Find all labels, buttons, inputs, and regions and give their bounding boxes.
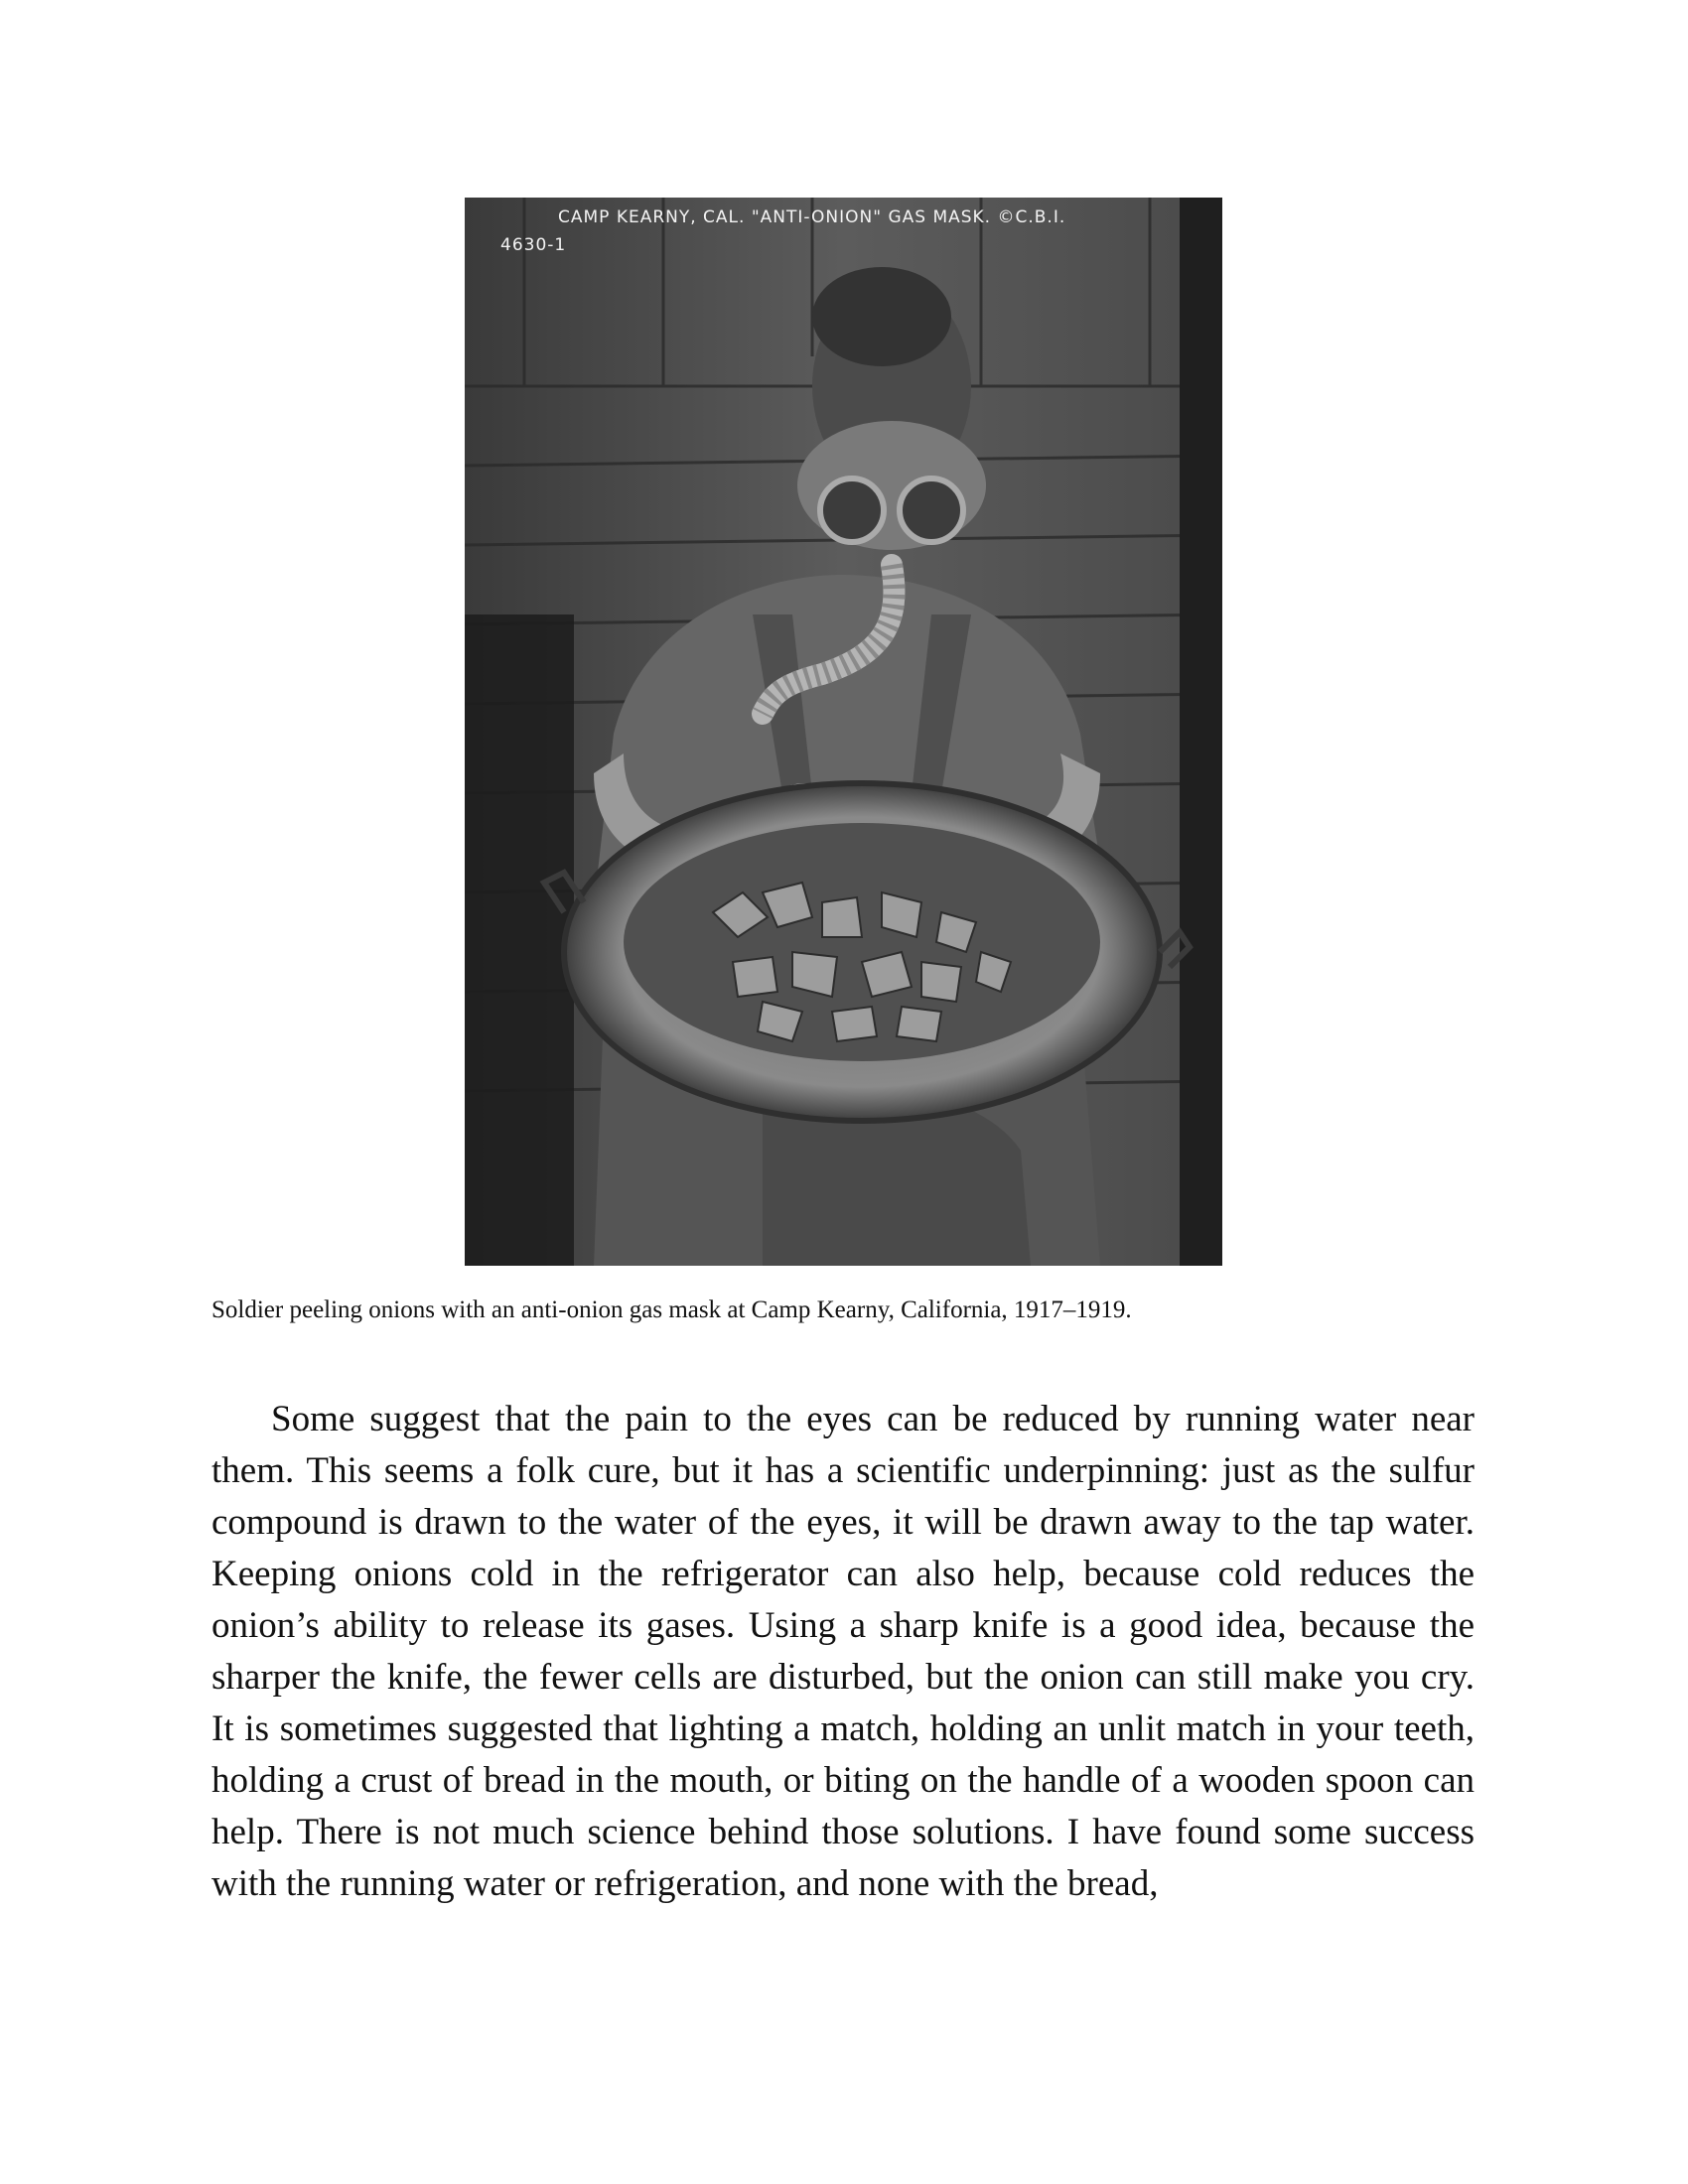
inscription-line-2: 4630-1 xyxy=(500,235,567,255)
historical-photograph xyxy=(465,198,1222,1266)
inscription-line-1: CAMP KEARNY, CAL. "ANTI-ONION" GAS MASK. ©C.B.I. xyxy=(558,207,1066,227)
photo-caption: Soldier peeling onions with an anti-onion gas mask at Camp Kearny, California, 1917–1919. xyxy=(211,1297,1132,1323)
photo-illustration xyxy=(465,198,1222,1266)
photo-inscription xyxy=(465,198,1222,287)
body-paragraph: Some suggest that the pain to the eyes can be reduced by running water near them. This seems a folk cure, but it has a scientific underpinning: just as the sulfur compound is drawn to the water of the eyes, it will be drawn away to the tap water. Keeping onions cold in the refrigerator can also help, because cold reduces the onion’s ability to release its gases. Using a sharp knife is a good idea, because the sharper the knife, the fewer cells are disturbed, but the onion can still make you cry. It is sometimes suggested that lighting a match, holding an unlit match in your teeth, holding a crust of bread in the mouth, or biting on the handle of a wooden spoon can help. There is not much science behind those solutions. I have found some success with the running water or refrigeration, and none with the bread, xyxy=(211,1399,1475,1904)
